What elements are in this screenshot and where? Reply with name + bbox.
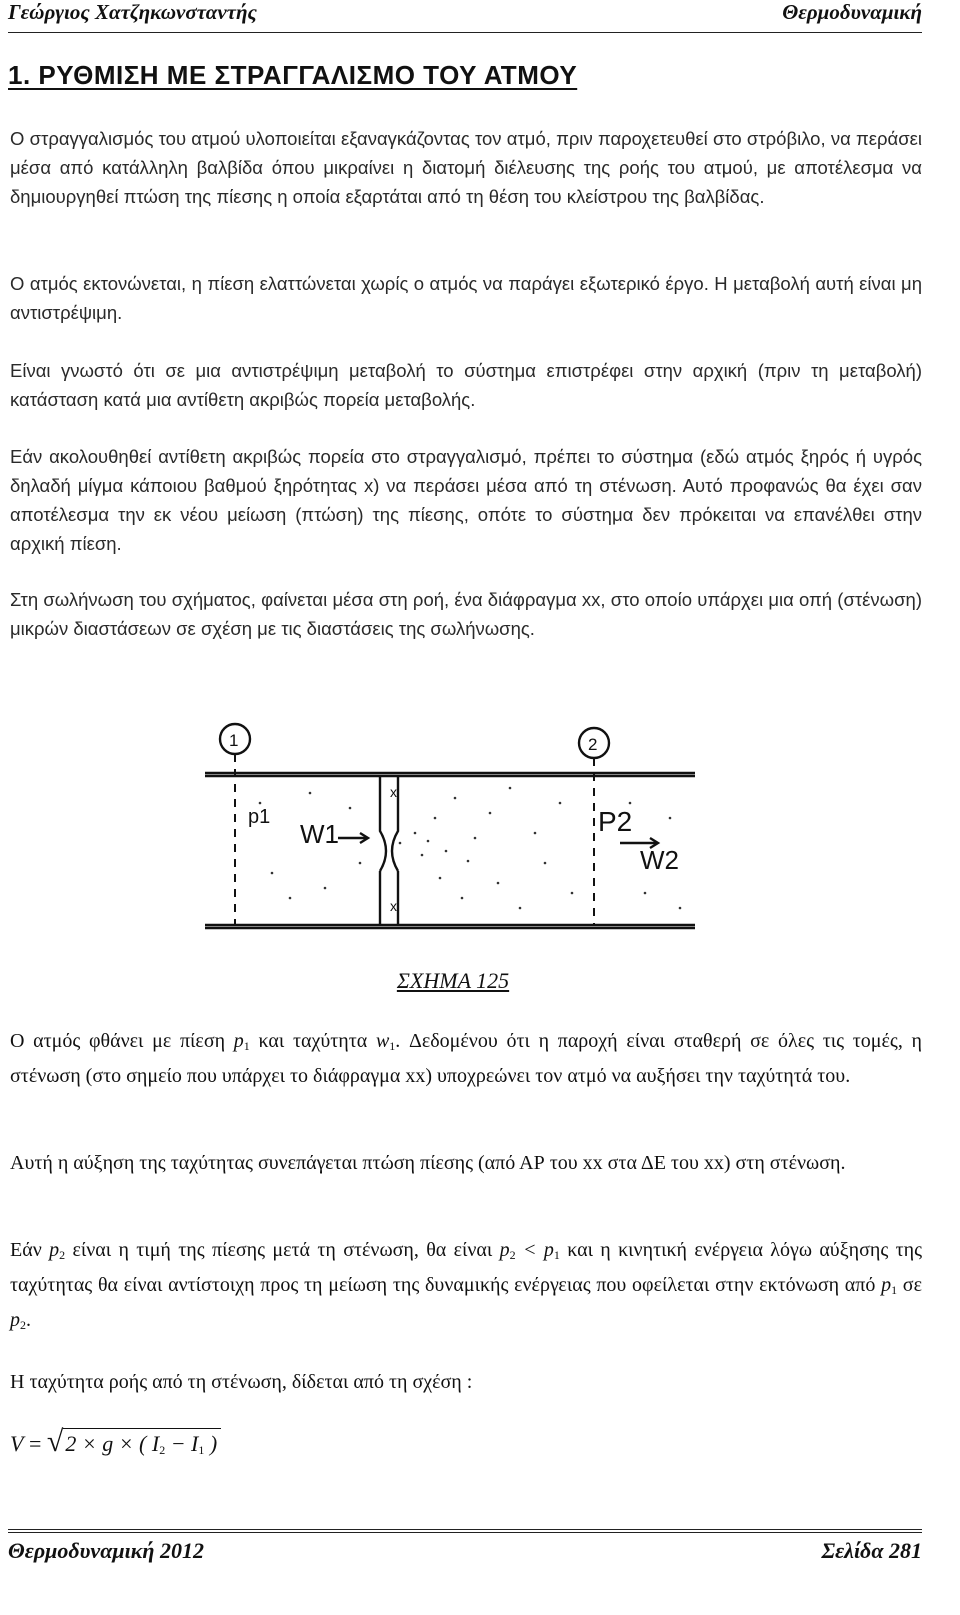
paragraph-1: Ο στραγγαλισμός του ατμού υλοποιείται εξαναγκάζοντας τον ατμό, πριν παροχετευθεί στο στρόβιλο, να περάσει μέσα από κατάλληλη βαλβίδα όπου μικραίνει η διατομή διέλευσης της ροής του ατμού, με αποτέλεσμα να δημιουργηθεί πτώση της πίεσης η οποία εξαρτάται από τη θέση του κλείστρου της βαλβίδας. <box>10 128 922 207</box>
section-1-label: 1 <box>229 731 239 750</box>
sqrt-sign: √ <box>46 1425 64 1458</box>
section-2-label: 2 <box>588 735 598 754</box>
paragraph-4: Εάν ακολουθηθεί αντίθετη ακριβώς πορεία στο στραγγαλισμό, πρέπει το σύστημα (εδώ ατμός ξηρός ή υγρός δηλαδή μίγμα κάποιου βαθμού ξηρότητας x) να περάσει μέσα από τη στένωση. Αυτό προφανώς θα έχει σαν αποτέλεσμα την εκ νέου μείωση (πτώση) της πίεσης, οπότε το σύστημα δεν πρόκειται να επανέλθει στην αρχική πίεση. <box>10 446 922 554</box>
label-p2: P2 <box>598 806 633 837</box>
paragraph-8: Εάν $p_2$ είναι η τιμή της πίεσης μετά τη στένωση, θα είναι $p_2 < p_1$ και η κινητική ενέργεια λόγω αύξησης της ταχύτητας θα είναι αντίστοιχη προς τη μείωση της δυναμικής ενέργειας που οφείλεται στην εκτόνωση από $p_1$ σε $p_2$. <box>10 1239 923 1332</box>
paragraph-6: Ο ατμός φθάνει με πίεση $p_1$ και ταχύτητα $w_1$. Δεδομένου ότι η παροχή είναι σταθερή σε όλες τις τομές, η στένωση (στο σημείο που υπάρχει το διάφραγμα xx) υποχρεώνει τον ατμό να αυξήσει την ταχύτητά του. <box>10 1030 922 1087</box>
label-w1: W1 <box>300 819 339 849</box>
symbol-w1: $w_1$ <box>375 1030 396 1053</box>
header-author: Γεώργιος Χατζηκωνσταντής <box>8 0 257 24</box>
paragraph-2: Ο ατμός εκτονώνεται, η πίεση ελαττώνεται χωρίς ο ατμός να παράγει εξωτερικό έργο. Η μεταβολή αυτή είναι μη αντιστρέψιμη. <box>10 273 922 323</box>
header-subject: Θερμοδυναμική <box>782 0 922 24</box>
label-x-top: x <box>390 784 397 800</box>
paragraph-9: Η ταχύτητα ροής από τη στένωση, δίδεται από τη σχέση : <box>10 1371 473 1393</box>
section-title: 1. ΡΥΘΜΙΣΗ ΜΕ ΣΤΡΑΓΓΑΛΙΣΜΟ ΤΟΥ ΑΤΜΟΥ <box>8 60 578 90</box>
footer-title: Θερμοδυναμική 2012 <box>8 1538 204 1563</box>
label-p1: p1 <box>248 806 271 828</box>
footer-rule <box>8 1529 922 1533</box>
paragraph-3: Είναι γνωστό ότι σε μια αντιστρέψιμη μεταβολή το σύστημα επιστρέφει στην αρχική (πριν τη μεταβολή) κατάσταση κατά μια αντίθετη ακριβώς πορεία μεταβολής. <box>10 360 922 410</box>
velocity-formula: V = √2 × g × ( $I_2 - I_1$ ) <box>10 1425 221 1459</box>
paragraph-5: Στη σωλήνωση του σχήματος, φαίνεται μέσα στη ροή, ένα διάφραγμα xx, στο οποίο υπάρχει μια οπή (στένωση) μικρών διαστάσεων σε σχέση με τις διαστάσεις της σωλήνωσης. <box>10 589 922 639</box>
header-rule <box>8 32 922 33</box>
throttling-figure <box>200 693 700 968</box>
figure-caption: ΣΧΗΜΑ 125 <box>396 968 510 993</box>
inequality: $p_2 < p_1$ <box>499 1239 560 1262</box>
symbol-p2: $p_2$ <box>49 1239 66 1262</box>
page-number: Σελίδα 281 <box>821 1538 922 1563</box>
page-header <box>8 0 922 34</box>
diaphragm-left <box>380 776 386 871</box>
label-w2: W2 <box>640 845 679 875</box>
symbol-p1: $p_1$ <box>233 1030 250 1053</box>
page-footer <box>8 1538 922 1564</box>
paragraph-7: Αυτή η αύξηση της ταχύτητας συνεπάγεται πτώση πίεσης (από ΑΡ του xx στα ΔΕ του xx) στη στένωση. <box>10 1152 846 1174</box>
label-x-bottom: x <box>390 898 397 914</box>
